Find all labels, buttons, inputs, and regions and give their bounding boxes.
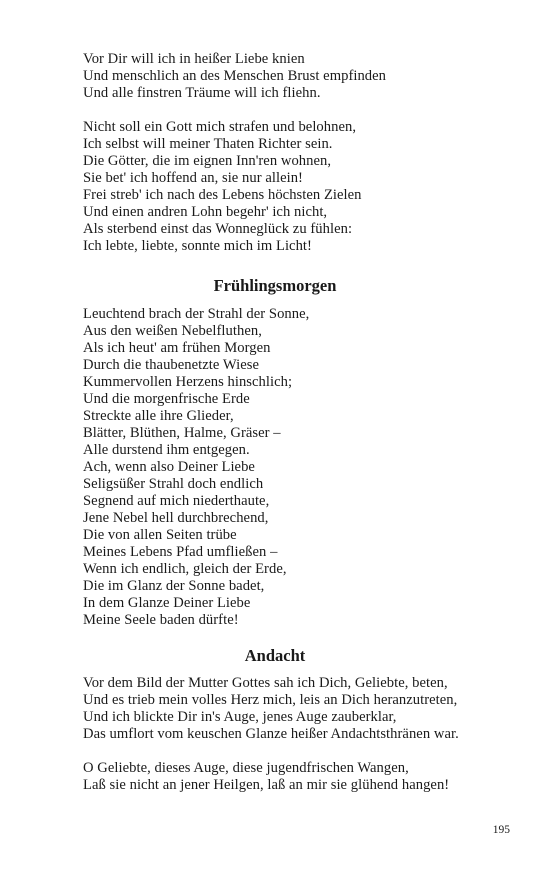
poem-title-fruehlingsmorgen: Frühlingsmorgen bbox=[213, 276, 337, 295]
poem-line: Kummervollen Herzens hinschlich; bbox=[83, 374, 293, 390]
poem-title-andacht: Andacht bbox=[244, 646, 306, 665]
poem-line: Sie bet' ich hoffend an, sie nur allein! bbox=[83, 170, 303, 186]
poem-line: Und menschlich an des Menschen Brust empfinden bbox=[83, 68, 387, 84]
poem-line: Und ich blickte Dir in's Auge, jenes Auge zauberklar, bbox=[83, 709, 397, 725]
poem-line: Die im Glanz der Sonne badet, bbox=[83, 578, 265, 594]
poem-line: Ich selbst will meiner Thaten Richter sein. bbox=[83, 136, 333, 152]
poem-line: Und die morgenfrische Erde bbox=[83, 391, 250, 407]
poem-line: Und alle finstren Träume will ich fliehn. bbox=[83, 85, 321, 101]
poem-line: Frei streb' ich nach des Lebens höchsten Zielen bbox=[83, 187, 362, 203]
poem-line: Laß sie nicht an jener Heilgen, laß an mir sie glühend hangen! bbox=[83, 777, 450, 793]
poem-line: Ach, wenn also Deiner Liebe bbox=[83, 459, 255, 475]
poem-line: In dem Glanze Deiner Liebe bbox=[83, 595, 251, 611]
page-number: 195 bbox=[492, 824, 510, 836]
poem-line: Durch die thaubenetzte Wiese bbox=[83, 357, 259, 373]
poem-line: Alle durstend ihm entgegen. bbox=[83, 442, 250, 458]
poem-line: Vor dem Bild der Mutter Gottes sah ich Dich, Geliebte, beten, bbox=[83, 675, 448, 691]
poem-line: Ich lebte, liebte, sonnte mich im Licht! bbox=[83, 238, 312, 254]
poem-line: Und einen andren Lohn begehr' ich nicht, bbox=[83, 204, 328, 220]
poem-line: Das umflort vom keuschen Glanze heißer Andachtsthränen war. bbox=[83, 726, 459, 742]
poem-line: Als sterbend einst das Wonneglück zu fühlen: bbox=[83, 221, 353, 237]
poem-line: Und es trieb mein volles Herz mich, leis an Dich heranzutreten, bbox=[83, 692, 458, 708]
poem-line: Streckte alle ihre Glieder, bbox=[83, 408, 234, 424]
poem-line: Meine Seele baden dürfte! bbox=[83, 612, 239, 628]
poem-line: O Geliebte, dieses Auge, diese jugendfrischen Wangen, bbox=[83, 760, 409, 776]
poem-line: Seligsüßer Strahl doch endlich bbox=[83, 476, 264, 492]
poem-line: Meines Lebens Pfad umfließen – bbox=[83, 544, 278, 560]
poem-line: Vor Dir will ich in heißer Liebe knien bbox=[83, 51, 305, 67]
poem-line: Nicht soll ein Gott mich strafen und belohnen, bbox=[83, 119, 357, 135]
poem-line: Als ich heut' am frühen Morgen bbox=[83, 340, 271, 356]
poem-line: Die von allen Seiten trübe bbox=[83, 527, 237, 543]
poem-line: Wenn ich endlich, gleich der Erde, bbox=[83, 561, 287, 577]
poem-line: Blätter, Blüthen, Halme, Gräser – bbox=[83, 425, 281, 441]
poem-line: Segnend auf mich niederthaute, bbox=[83, 493, 270, 509]
poem-line: Die Götter, die im eignen Inn'ren wohnen, bbox=[83, 153, 332, 169]
poem-line: Aus den weißen Nebelfluthen, bbox=[83, 323, 262, 339]
poem-line: Leuchtend brach der Strahl der Sonne, bbox=[83, 306, 310, 322]
poem-line: Jene Nebel hell durchbrechend, bbox=[83, 510, 269, 526]
